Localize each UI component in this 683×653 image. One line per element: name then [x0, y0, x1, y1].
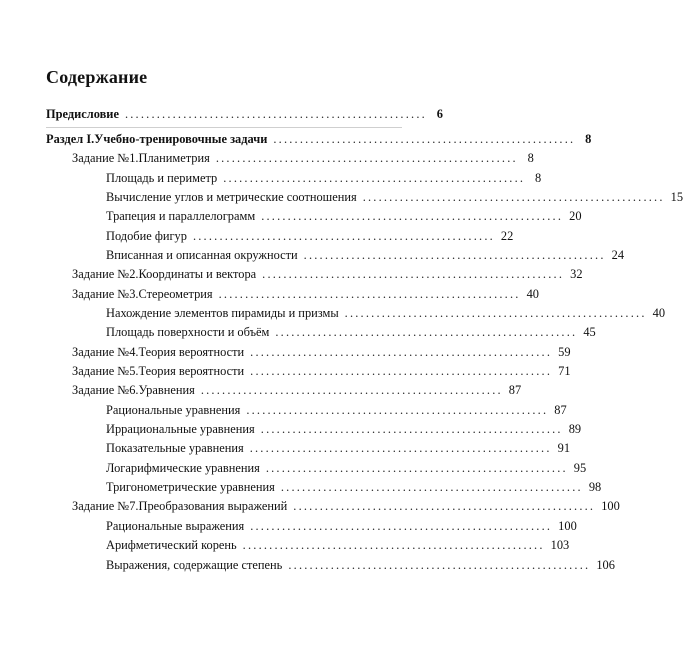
toc-page-number: 106 [596, 558, 615, 572]
toc-dot-leader: ......................................................... [265, 461, 568, 475]
toc-entry[interactable] [106, 228, 514, 245]
toc-page-number: 95 [573, 461, 587, 475]
toc-entry-prefix: Задание №3. [72, 287, 139, 301]
toc-dot-leader: ......................................................... [280, 480, 583, 494]
toc-entry[interactable] [106, 557, 615, 574]
toc-entry-prefix: Задание №1. [72, 151, 139, 165]
toc-entry-label: Теория вероятности [138, 364, 245, 378]
toc-dot-leader: ......................................................... [124, 107, 427, 121]
toc-entry-label: Координаты и вектора [138, 267, 257, 281]
toc-entry[interactable] [106, 518, 577, 535]
toc-dot-leader: ......................................................... [362, 190, 665, 204]
toc-entry-label: Преобразования выражений [138, 499, 288, 513]
toc-dot-leader: ......................................................... [246, 403, 549, 417]
toc-entry-label: Выражения, содержащие степень [106, 558, 283, 572]
toc-entry-label: Планиметрия [138, 151, 210, 165]
toc-entry[interactable] [106, 305, 666, 322]
toc-page-number: 40 [526, 287, 539, 301]
toc-entry[interactable] [106, 189, 683, 206]
toc-page-number: 24 [611, 248, 625, 262]
toc-entry-label: Уравнения [138, 383, 195, 397]
toc-entry[interactable] [72, 498, 620, 515]
toc-entry[interactable] [106, 402, 567, 419]
toc-dot-leader: ......................................................... [250, 364, 553, 378]
toc-dot-leader: ......................................................... [192, 229, 495, 243]
toc-entry[interactable] [72, 363, 571, 380]
toc-entry-label: Вписанная и описанная окружности [106, 248, 298, 262]
toc-dot-leader: ......................................................... [344, 306, 647, 320]
toc-entry[interactable] [106, 479, 602, 496]
toc-dot-leader: ......................................................... [242, 538, 545, 552]
toc-entry-label: Предисловие [46, 107, 119, 121]
toc-entry[interactable] [46, 131, 592, 148]
toc-dot-leader: ......................................................... [260, 422, 563, 436]
toc-entry-label: Нахождение элементов пирамиды и призмы [106, 306, 339, 320]
toc-page-number: 59 [558, 345, 571, 359]
toc-entry-label: Площадь и периметр [106, 171, 218, 185]
toc-entry[interactable] [106, 324, 596, 341]
toc-entry-prefix: Раздел I. [46, 132, 95, 146]
toc-entry[interactable] [106, 421, 582, 438]
toc-page-number: 71 [558, 364, 571, 378]
toc-dot-leader: ......................................................... [250, 345, 553, 359]
toc-page-number: 87 [554, 403, 567, 417]
toc-entry-label: Рациональные выражения [106, 519, 245, 533]
toc-entry-label: Тригонометрические уравнения [106, 480, 275, 494]
toc-entry-prefix: Задание №2. [72, 267, 139, 281]
toc-entry[interactable] [72, 382, 522, 399]
toc-entry[interactable] [106, 170, 542, 187]
toc-entry-label: Логарифмические уравнения [106, 461, 260, 475]
toc-dot-leader: ......................................................... [275, 325, 578, 339]
toc-entry[interactable] [72, 344, 571, 361]
toc-entry[interactable] [106, 460, 587, 477]
toc-dot-leader: ......................................................... [288, 558, 591, 572]
toc-entry-label: Трапеция и параллелограмм [106, 209, 256, 223]
toc-page-number: 8 [527, 151, 534, 165]
toc-entry-label: Рациональные уравнения [106, 403, 241, 417]
toc-entry-prefix: Задание №7. [72, 499, 139, 513]
toc-dot-leader: ......................................................... [223, 171, 526, 185]
toc-dot-leader: ......................................................... [250, 519, 553, 533]
toc-dot-leader: ......................................................... [218, 287, 521, 301]
toc-dot-leader: ......................................................... [200, 383, 503, 397]
toc-page-number: 40 [652, 306, 666, 320]
toc-entry[interactable] [46, 106, 443, 123]
toc-dot-leader: ......................................................... [303, 248, 606, 262]
toc-entry-label: Подобие фигур [106, 229, 187, 243]
toc-entry[interactable] [72, 286, 539, 303]
toc-page-number: 22 [500, 229, 514, 243]
toc-divider [46, 127, 402, 128]
toc-page-number: 8 [534, 171, 542, 185]
toc-page-number: 91 [557, 441, 571, 455]
toc-entry-label: Показательные уравнения [106, 441, 244, 455]
toc-page-number: 100 [558, 519, 577, 533]
toc-entry-label: Иррациональные уравнения [106, 422, 255, 436]
toc-entry-label: Вычисление углов и метрические соотношения [106, 190, 357, 204]
toc-entry-prefix: Задание №4. [72, 345, 139, 359]
toc-page-number: 20 [569, 209, 582, 223]
toc-page-number: 6 [436, 107, 443, 121]
toc-page-number: 87 [508, 383, 522, 397]
toc-entry-prefix: Задание №5. [72, 364, 139, 378]
toc-page-number: 8 [585, 132, 592, 146]
toc-entry-label: Площадь поверхности и объём [106, 325, 270, 339]
toc-dot-leader: ......................................................... [261, 209, 564, 223]
toc-page-number: 45 [583, 325, 596, 339]
toc-entry[interactable] [106, 440, 571, 457]
toc-dot-leader: ......................................................... [215, 151, 518, 165]
toc-entry-label: Учебно-тренировочные задачи [94, 132, 268, 146]
toc-entry[interactable] [106, 537, 570, 554]
toc-entry[interactable] [72, 150, 534, 167]
toc-dot-leader: ......................................................... [262, 267, 565, 281]
toc-entry-label: Теория вероятности [138, 345, 245, 359]
toc-dot-leader: ......................................................... [249, 441, 552, 455]
page-title: Содержание [46, 67, 148, 87]
toc-page-number: 89 [568, 422, 582, 436]
toc-page-number: 15 [670, 190, 683, 204]
toc-entry[interactable] [106, 247, 625, 264]
toc-page-number: 32 [570, 267, 583, 281]
toc-page-number: 100 [601, 499, 620, 513]
toc-entry-prefix: Задание №6. [72, 383, 139, 397]
toc-entry-label: Арифметический корень [106, 538, 237, 552]
toc-entry[interactable] [106, 208, 582, 225]
toc-page-number: 103 [550, 538, 570, 552]
toc-dot-leader: ......................................................... [293, 499, 596, 513]
toc-page-number: 98 [588, 480, 602, 494]
toc-dot-leader: ......................................................... [273, 132, 576, 146]
toc-entry-label: Стереометрия [138, 287, 213, 301]
toc-entry[interactable] [72, 266, 583, 283]
